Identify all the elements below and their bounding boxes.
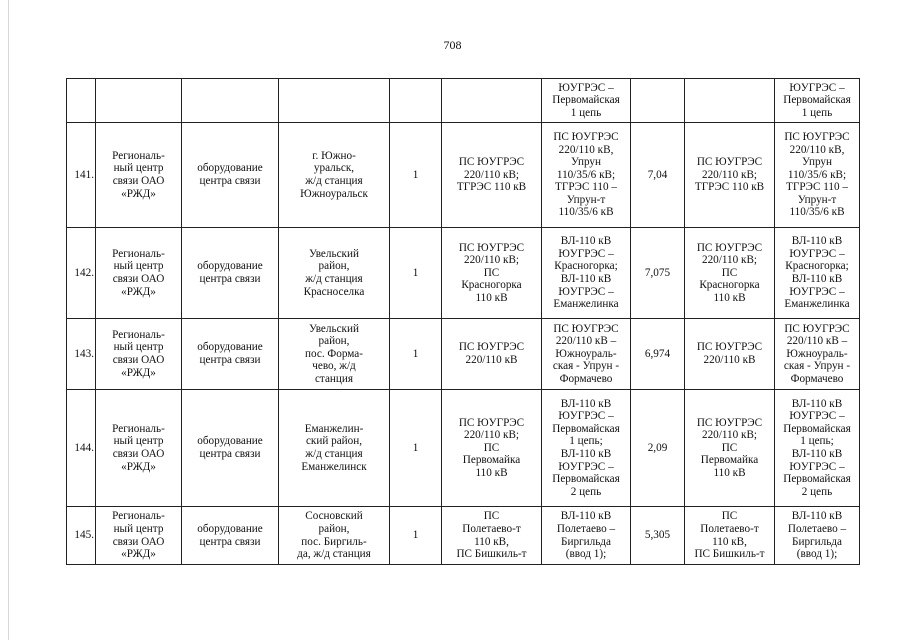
- cell-row-number: 144.: [67, 390, 96, 507]
- cell-owner: Региональ- ный центр связи ОАО «РЖД»: [96, 123, 182, 228]
- cell-object: оборудование центра связи: [182, 228, 279, 319]
- cell-distance: 5,305: [631, 507, 685, 565]
- cell-location: Увельский район, ж/д станция Красноселка: [279, 228, 390, 319]
- cell-substation-to: ПС ЮУГРЭС 220/110 кВ; ТГРЭС 110 кВ: [685, 123, 775, 228]
- cell-quantity: 1: [390, 319, 442, 390]
- data-table: [66, 78, 860, 565]
- scan-edge-line: [8, 0, 9, 640]
- cell-line-to: ПС ЮУГРЭС 220/110 кВ, Упрун 110/35/6 кВ; ТГРЭС 110 – Упрун-т 110/35/6 кВ: [775, 123, 860, 228]
- table-row: [67, 390, 860, 507]
- cell-quantity: 1: [390, 123, 442, 228]
- cell-line-from: ВЛ-110 кВ Полетаево – Биргильда (ввод 1);: [542, 507, 631, 565]
- cell-owner: Региональ- ный центр связи ОАО «РЖД»: [96, 228, 182, 319]
- cell-owner: Региональ- ный центр связи ОАО «РЖД»: [96, 319, 182, 390]
- cell-quantity: 1: [390, 390, 442, 507]
- cell-substation-to: ПС ЮУГРЭС 220/110 кВ; ПС Красногорка 110 кВ: [685, 228, 775, 319]
- cell-location: Сосновский район, пос. Биргиль- да, ж/д станция: [279, 507, 390, 565]
- cell-substation-from: ПС ЮУГРЭС 220/110 кВ; ПС Первомайка 110 кВ: [442, 390, 542, 507]
- cell-distance: 7,075: [631, 228, 685, 319]
- cell-quantity: 1: [390, 228, 442, 319]
- cell-row-number: 142.: [67, 228, 96, 319]
- cell-substation-from: ПС Полетаево-т 110 кВ, ПС Бишкиль-т: [442, 507, 542, 565]
- cell-line-from: ПС ЮУГРЭС 220/110 кВ, Упрун 110/35/6 кВ; ТГРЭС 110 – Упрун-т 110/35/6 кВ: [542, 123, 631, 228]
- cell-substation-from: ПС ЮУГРЭС 220/110 кВ: [442, 319, 542, 390]
- cell-substation-to: ПС Полетаево-т 110 кВ, ПС Бишкиль-т: [685, 507, 775, 565]
- cell-line-to: ПС ЮУГРЭС 220/110 кВ – Южноураль- ская - Упрун - Формачево: [775, 319, 860, 390]
- table-row: [67, 507, 860, 565]
- cell-distance: 6,974: [631, 319, 685, 390]
- cell-owner: [96, 79, 182, 123]
- cell-distance: 2,09: [631, 390, 685, 507]
- page-number: 708: [443, 38, 462, 52]
- cell-owner: Региональ- ный центр связи ОАО «РЖД»: [96, 507, 182, 565]
- table-row: [67, 319, 860, 390]
- cell-quantity: 1: [390, 507, 442, 565]
- cell-distance: 7,04: [631, 123, 685, 228]
- cell-object: оборудование центра связи: [182, 319, 279, 390]
- cell-substation-to: ПС ЮУГРЭС 220/110 кВ: [685, 319, 775, 390]
- cell-line-to: ВЛ-110 кВ ЮУГРЭС – Первомайская 1 цепь; ВЛ-110 кВ ЮУГРЭС – Первомайская 2 цепь: [775, 390, 860, 507]
- cell-substation-from: ПС ЮУГРЭС 220/110 кВ; ПС Красногорка 110 кВ: [442, 228, 542, 319]
- table-row: [67, 79, 860, 123]
- cell-owner: Региональ- ный центр связи ОАО «РЖД»: [96, 390, 182, 507]
- cell-object: оборудование центра связи: [182, 507, 279, 565]
- cell-line-from: ВЛ-110 кВ ЮУГРЭС – Первомайская 1 цепь; ВЛ-110 кВ ЮУГРЭС – Первомайская 2 цепь: [542, 390, 631, 507]
- cell-location: г. Южно- уральск, ж/д станция Южноуральск: [279, 123, 390, 228]
- cell-object: оборудование центра связи: [182, 123, 279, 228]
- cell-line-from: ПС ЮУГРЭС 220/110 кВ – Южноураль- ская - Упрун - Формачево: [542, 319, 631, 390]
- cell-line-from: ВЛ-110 кВ ЮУГРЭС – Красногорка; ВЛ-110 кВ ЮУГРЭС – Еманжелинка: [542, 228, 631, 319]
- cell-quantity: [390, 79, 442, 123]
- cell-substation-from: [442, 79, 542, 123]
- cell-row-number: 145.: [67, 507, 96, 565]
- cell-line-from: ЮУГРЭС – Первомайская 1 цепь: [542, 79, 631, 123]
- cell-row-number: 141.: [67, 123, 96, 228]
- cell-row-number: [67, 79, 96, 123]
- cell-substation-to: [685, 79, 775, 123]
- cell-object: [182, 79, 279, 123]
- cell-distance: [631, 79, 685, 123]
- cell-substation-from: ПС ЮУГРЭС 220/110 кВ; ТГРЭС 110 кВ: [442, 123, 542, 228]
- cell-location: [279, 79, 390, 123]
- cell-substation-to: ПС ЮУГРЭС 220/110 кВ; ПС Первомайка 110 кВ: [685, 390, 775, 507]
- cell-line-to: ЮУГРЭС – Первомайская 1 цепь: [775, 79, 860, 123]
- table-row: [67, 228, 860, 319]
- cell-object: оборудование центра связи: [182, 390, 279, 507]
- cell-location: Еманжелин- ский район, ж/д станция Еманжелинск: [279, 390, 390, 507]
- table-row: [67, 123, 860, 228]
- cell-line-to: ВЛ-110 кВ Полетаево – Биргильда (ввод 1);: [775, 507, 860, 565]
- cell-location: Увельский район, пос. Форма- чево, ж/д станция: [279, 319, 390, 390]
- cell-row-number: 143.: [67, 319, 96, 390]
- cell-line-to: ВЛ-110 кВ ЮУГРЭС – Красногорка; ВЛ-110 кВ ЮУГРЭС – Еманжелинка: [775, 228, 860, 319]
